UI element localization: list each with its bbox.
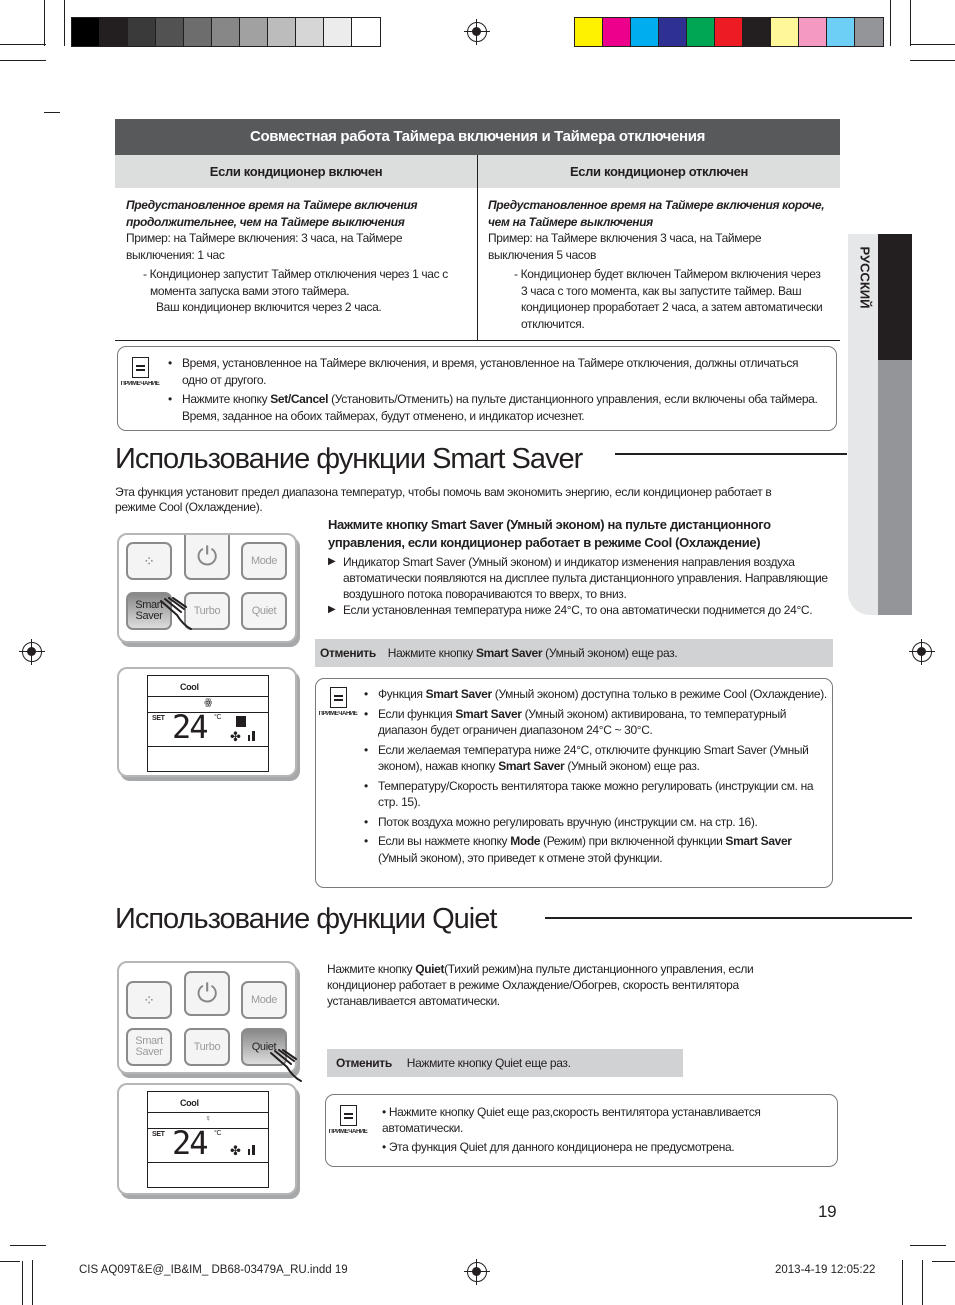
smart-saver-button[interactable] — [126, 1028, 172, 1066]
quiet-indicator-icon: ♀ — [148, 1113, 268, 1129]
timer-table-cell-left — [126, 197, 472, 316]
note-item — [362, 833, 828, 866]
light-button[interactable] — [126, 981, 172, 1019]
quiet-instruction — [327, 961, 807, 1009]
lcd-mode: Cool — [148, 676, 268, 697]
text: (Режим) при включенной функции — [540, 834, 726, 848]
smart-saver-heading: Использование функции Smart Saver — [115, 443, 583, 475]
note-list — [166, 355, 826, 427]
cell-example: Пример: на Таймере включения: 3 часа, на Таймере выключения: 1 час — [126, 231, 403, 262]
note-item: • Эта функция Quiet для данного кондиционера не предусмотрена. — [382, 1140, 735, 1154]
bold-text: Smart Saver — [455, 706, 522, 721]
timer-table-column-on: Если кондиционер включен — [115, 155, 477, 188]
lcd-set: SET — [152, 715, 165, 722]
cell-detail: - Кондиционер будет включен Таймером включения через 3 часа с того момента, как вы запустите таймер. Ваш кондиционер проработает 2 часа, а затем автоматически отключится. — [514, 267, 823, 331]
table-divider — [477, 155, 478, 340]
color-swatch — [575, 18, 603, 46]
color-swatch — [659, 18, 687, 46]
note-icon: ПРИМЕЧАНИЕ — [120, 357, 160, 387]
cancel-text — [388, 646, 678, 660]
registration-mark-icon — [467, 1262, 487, 1282]
dots-icon: ⁘ — [143, 991, 155, 1008]
registration-mark-icon — [912, 642, 932, 662]
saver-label: Saver — [135, 610, 163, 622]
text: Нажмите кнопку — [182, 392, 271, 406]
timer-table-column-off: Если кондиционер отключен — [478, 155, 840, 188]
mode-button[interactable]: Mode — [241, 542, 287, 580]
color-swatch — [631, 18, 659, 46]
quiet-button[interactable]: Quiet — [241, 1028, 287, 1066]
cancel-label: Отменить — [320, 646, 376, 660]
text: Функция — [378, 687, 426, 701]
cancel-label: Отменить — [336, 1056, 392, 1070]
point: ▶ Индикатор Smart Saver (Умный эконом) и индикатор изменения направления воздуха автоматически появляются на дисплее пульта дистанционного управления. Направляющие воздушного потока поворачиваются то вверх, то вниз. — [328, 554, 833, 602]
color-swatch — [324, 18, 352, 46]
mode-button[interactable]: Mode — [241, 981, 287, 1019]
smart-saver-note-box — [315, 678, 833, 888]
color-swatch — [687, 18, 715, 46]
smart-saver-instruction: Нажмите кнопку Smart Saver (Умный эконом) на пульте дистанционного управления, если кондиционер работает в режиме Cool (Охлаждение) — [328, 517, 771, 550]
text: (Установить/Отменить) на пульте дистанционного управления, если включены оба таймера. Время, заданное на обоих таймерах, будут отменено, и индикатор исчезнет. — [182, 392, 818, 423]
color-swatch — [268, 18, 296, 46]
text: Если вы нажмете кнопку — [378, 834, 511, 848]
turbo-button[interactable]: Turbo — [184, 1028, 230, 1066]
heading-rule — [615, 453, 847, 455]
lcd-display — [147, 675, 269, 772]
registration-mark-icon — [467, 22, 487, 42]
cell-detail-2: Ваш кондиционер включится через 2 часа. — [156, 300, 382, 314]
fan-speed-bars-icon — [252, 1145, 255, 1155]
remote-display-quiet — [117, 1083, 297, 1195]
text: Нажмите кнопку — [387, 646, 476, 660]
fan-icon: ✤ — [230, 1143, 241, 1158]
timer-note-box — [117, 346, 837, 431]
text: (Умный эконом) еще раз. — [542, 646, 678, 660]
note-item — [362, 742, 828, 775]
cell-example: Пример: на Таймере включения 3 часа, на Таймере выключения 5 часов — [488, 231, 762, 262]
color-swatch — [352, 18, 380, 46]
note-item: • Нажмите кнопку Quiet еще раз,скорость вентилятора устанавливается автоматически. — [382, 1105, 761, 1135]
pointing-hand-icon — [269, 1049, 303, 1083]
bold-text: Smart Saver — [476, 646, 543, 660]
cell-heading: Предустановленное время на Таймере включения короче, чем на Таймере выключения — [488, 198, 825, 229]
fan-speed-bars-icon — [252, 731, 255, 741]
lcd-unit: °C — [214, 1130, 222, 1137]
color-swatch — [715, 18, 743, 46]
timer-table-title: Совместная работа Таймера включения и Таймера отключения — [115, 119, 840, 155]
note-item — [362, 814, 828, 831]
bold-text: Set/Cancel — [270, 392, 329, 406]
remote-buttons-quiet — [117, 961, 297, 1074]
swing-icon: ꙮ — [148, 697, 268, 713]
light-button[interactable] — [126, 542, 172, 580]
page-number: 19 — [818, 1202, 837, 1221]
power-icon: ⏻ — [196, 541, 218, 571]
cancel-text: Нажмите кнопку Quiet еще раз. — [406, 1056, 571, 1070]
bold-text: Smart Saver — [498, 759, 565, 773]
text: (Тихий режим)на пульте дистанционного управления, если кондиционер работает в режиме Охлаждение/Обогрев, скорость вентилятора устанавливается автоматически. — [327, 962, 754, 1008]
lcd-temperature: 24 — [172, 1124, 207, 1162]
color-swatch — [827, 18, 855, 46]
color-swatch — [100, 18, 128, 46]
footer-timestamp: 2013-4-19 12:05:22 — [775, 1264, 876, 1276]
fan-icon: ✤ — [230, 729, 241, 744]
point: ▶ Если установленная температура ниже 24°C, то она автоматически поднимется до 24°C. — [328, 602, 833, 618]
saver-label: Saver — [135, 1046, 163, 1058]
lcd-temperature: 24 — [172, 708, 207, 746]
color-swatch — [240, 18, 268, 46]
note-item — [362, 706, 828, 739]
smart-saver-cancel-bar — [315, 639, 833, 667]
footer-file-name: CIS AQ09T&E@_IB&IM_ DB68-03479A_RU.indd 19 — [79, 1264, 348, 1276]
registration-mark-icon — [22, 642, 42, 662]
color-swatch — [743, 18, 771, 46]
quiet-note-box — [325, 1094, 838, 1167]
lcd-mode: Cool — [148, 1092, 268, 1113]
side-tab-gray-block — [878, 360, 912, 615]
color-swatch — [184, 18, 212, 46]
lcd-unit: °C — [214, 714, 222, 721]
smart-saver-indicator-icon — [236, 716, 246, 727]
text: Нажмите кнопку — [327, 962, 416, 976]
color-swatch — [296, 18, 324, 46]
bold-text: Smart Saver — [725, 834, 792, 848]
side-tab-label: РУССКИЙ — [857, 246, 873, 309]
note-list — [362, 686, 828, 869]
text: Если функция — [378, 706, 456, 721]
power-button[interactable] — [184, 535, 230, 580]
cell-detail: - Кондиционер запустит Таймер отключения через 1 час с момента запуска вами этого таймера. — [143, 267, 448, 298]
quiet-cancel-bar — [327, 1049, 683, 1077]
text: Время, установленное на Таймере включения, и время, установленное на Таймере отключения, должны отличаться одно от другого. — [182, 356, 799, 387]
color-swatch — [212, 18, 240, 46]
power-button[interactable] — [184, 971, 230, 1016]
color-swatch — [156, 18, 184, 46]
note-icon: ПРИМЕЧАНИЕ — [318, 687, 358, 717]
text: (Умный эконом) активирована, то температурный диапазон будет ограничен диапазоном 24°C ~ 30°C. — [378, 706, 787, 737]
bold-text: Mode — [510, 834, 541, 848]
smart-label: Smart — [135, 599, 163, 611]
power-icon: ⏻ — [196, 978, 218, 1008]
remote-display-smart-saver — [117, 667, 297, 777]
pointing-hand-icon — [159, 597, 193, 631]
table-bottom-rule — [115, 340, 840, 341]
note-item — [166, 391, 826, 424]
color-swatch — [855, 18, 883, 46]
color-swatch — [799, 18, 827, 46]
color-swatch — [72, 18, 100, 46]
note-icon: ПРИМЕЧАНИЕ — [328, 1105, 368, 1135]
smart-label: Smart — [135, 1035, 163, 1047]
smart-saver-intro: Эта функция установит предел диапазона температур, чтобы помочь вам экономить энергию, если кондиционер работает в режиме Cool (Охлаждение). — [115, 485, 772, 514]
bold-text: Smart Saver — [425, 687, 492, 701]
text: (Умный эконом), это приведет к отмене этой функции. — [378, 850, 663, 865]
lcd-set: SET — [152, 1131, 165, 1138]
text: Если желаемая температура ниже 24°C, отключите функцию Smart Saver (Умный эконом), нажав кнопку — [378, 742, 809, 773]
color-swatch — [603, 18, 631, 46]
quiet-button[interactable]: Quiet — [241, 592, 287, 630]
note-item — [166, 355, 826, 388]
lcd-display — [147, 1091, 269, 1188]
bold-text: Quiet — [415, 962, 445, 976]
note-item — [362, 778, 828, 811]
heading-rule — [545, 917, 912, 919]
remote-buttons-smart-saver — [117, 533, 297, 643]
side-tab-dark-block — [878, 234, 912, 360]
color-swatch — [128, 18, 156, 46]
dots-icon: ⁘ — [143, 552, 155, 569]
color-swatch — [771, 18, 799, 46]
timer-table-cell-right — [488, 197, 828, 332]
smart-saver-points — [328, 554, 833, 618]
text: (Умный эконом) доступна только в режиме Cool (Охлаждение). — [491, 687, 827, 701]
text: (Умный эконом) еще раз. — [564, 759, 700, 773]
text: Температуру/Скорость вентилятора также можно регулировать (инструкции см. на стр. 15). — [378, 778, 814, 809]
text: Поток воздуха можно регулировать вручную (инструкции см. на стр. 16). — [378, 814, 758, 829]
note-list — [382, 1104, 822, 1155]
cell-heading: Предустановленное время на Таймере включения продолжительнее, чем на Таймере выключения — [126, 198, 418, 229]
turbo-button[interactable]: Turbo — [184, 592, 230, 630]
quiet-heading: Использование функции Quiet — [115, 903, 497, 935]
note-item — [362, 686, 828, 703]
